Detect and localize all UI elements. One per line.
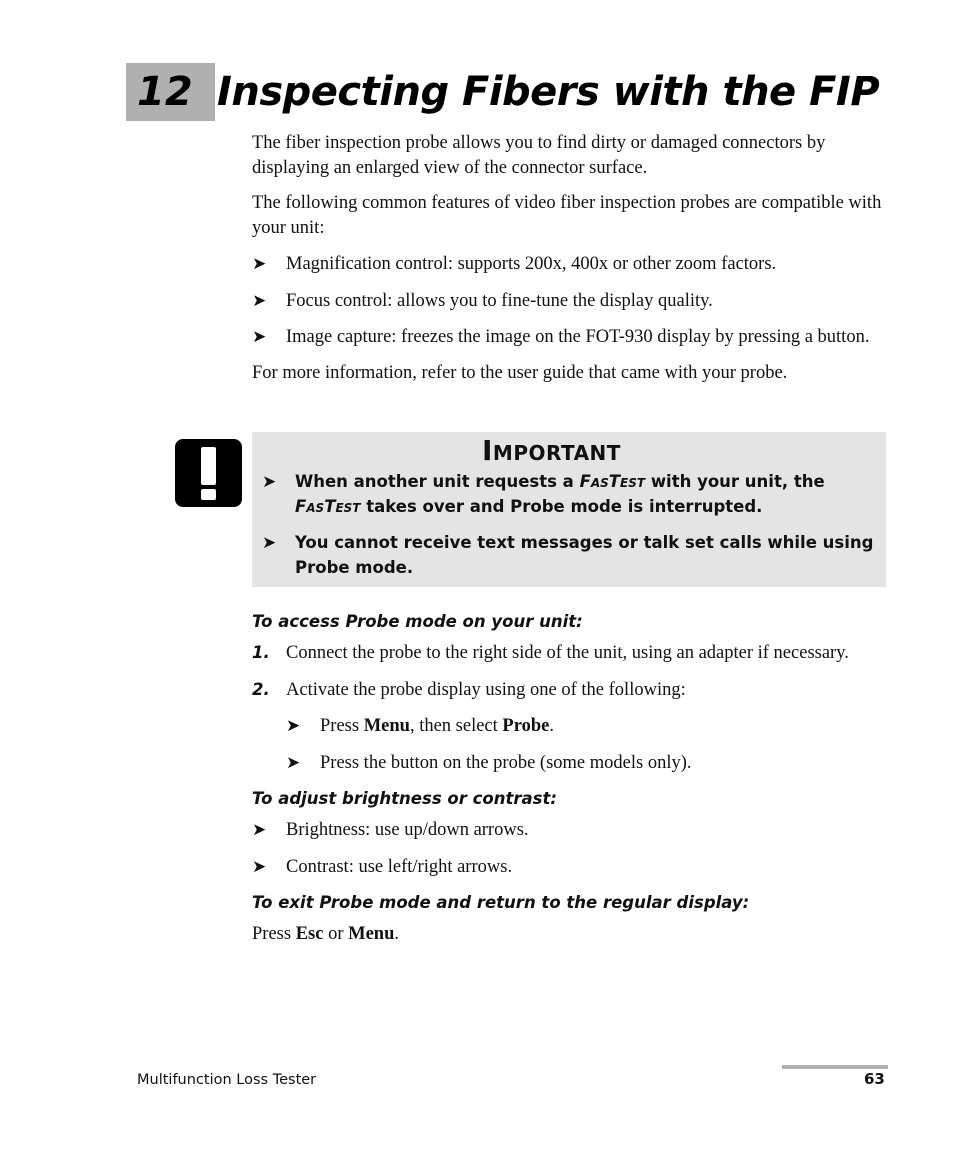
list-item <box>252 751 888 776</box>
sub-text: Press <box>320 716 360 736</box>
page-number: 63 <box>864 1070 885 1088</box>
list-item <box>252 714 888 739</box>
important-title: Important <box>482 434 621 467</box>
list-item <box>262 531 876 580</box>
list-item <box>252 289 888 314</box>
arrow-bullet-icon: ➤ <box>252 327 267 347</box>
esc-keyword: Esc <box>295 924 324 944</box>
arrow-bullet-icon: ➤ <box>252 856 267 877</box>
feature-text: Magnification control: supports 200x, 400x or other zoom factors. <box>286 254 777 274</box>
exit-text: or <box>328 924 344 944</box>
arrow-bullet-icon: ➤ <box>286 752 301 773</box>
list-item <box>252 855 888 880</box>
step-text: Activate the probe display using one of the following: <box>286 679 686 700</box>
important-text: with your unit, the <box>650 472 825 491</box>
step-item <box>252 641 888 666</box>
sub-text: , then select <box>409 716 498 736</box>
important-text: You cannot receive text messages or talk set calls while using Probe mode. <box>295 533 874 577</box>
menu-keyword: Menu <box>363 716 410 736</box>
list-item <box>252 325 888 350</box>
list-item <box>262 470 876 519</box>
step-text: Connect the probe to the right side of the unit, using an adapter if necessary. <box>286 643 849 663</box>
important-text: When another unit requests a <box>295 472 574 491</box>
step-item <box>252 678 888 703</box>
exit-text: . <box>394 924 399 944</box>
step-number: 1. <box>252 643 270 662</box>
exclamation-dot <box>201 489 216 500</box>
intro-paragraph-2: The following common features of video fiber inspection probes are compatible with your unit: <box>252 193 882 238</box>
arrow-bullet-icon: ➤ <box>262 533 277 553</box>
arrow-bullet-icon: ➤ <box>252 254 267 274</box>
arrow-bullet-icon: ➤ <box>286 716 301 736</box>
fastest-name: FasTest <box>295 496 361 516</box>
procedure-heading-exit: To exit Probe mode and return to the regular display: <box>252 893 750 912</box>
important-list <box>262 470 876 580</box>
important-text: takes over and Probe mode is interrupted. <box>366 496 763 516</box>
sub-text: Press the button on the probe (some models only). <box>320 752 692 773</box>
exit-text: Press <box>252 924 292 944</box>
sub-text: . <box>549 716 554 736</box>
exclamation-bar <box>201 447 216 485</box>
procedure-heading-access: To access Probe mode on your unit: <box>252 612 583 631</box>
probe-keyword: Probe <box>502 716 550 736</box>
menu-keyword: Menu <box>348 924 395 944</box>
intro-paragraph-1: The fiber inspection probe allows you to find dirty or damaged connectors by displaying an enlarged view of the connector surface. <box>252 133 826 178</box>
procedure-heading-brightness: To adjust brightness or contrast: <box>252 789 557 808</box>
feature-text: Focus control: allows you to fine-tune the display quality. <box>286 290 713 311</box>
chapter-title: Inspecting Fibers with the FIP <box>217 69 880 115</box>
exclamation-icon <box>175 439 242 507</box>
brightness-text: Brightness: use up/down arrows. <box>286 820 529 840</box>
footer-title: Multifunction Loss Tester <box>137 1072 317 1088</box>
procedure-section <box>252 610 888 947</box>
contrast-text: Contrast: use left/right arrows. <box>286 856 513 877</box>
step-number: 2. <box>252 679 270 699</box>
list-item <box>252 818 888 843</box>
intro-paragraph-3: For more information, refer to the user guide that came with your probe. <box>252 362 788 383</box>
arrow-bullet-icon: ➤ <box>252 290 267 311</box>
arrow-bullet-icon: ➤ <box>262 472 277 492</box>
chapter-number: 12 <box>137 69 193 115</box>
fastest-name: FasTest <box>579 472 646 491</box>
list-item <box>252 252 888 277</box>
intro-section <box>252 131 888 385</box>
exit-instruction <box>252 922 888 947</box>
arrow-bullet-icon: ➤ <box>252 820 267 840</box>
feature-text: Image capture: freezes the image on the FOT-930 display by pressing a button. <box>286 327 870 347</box>
